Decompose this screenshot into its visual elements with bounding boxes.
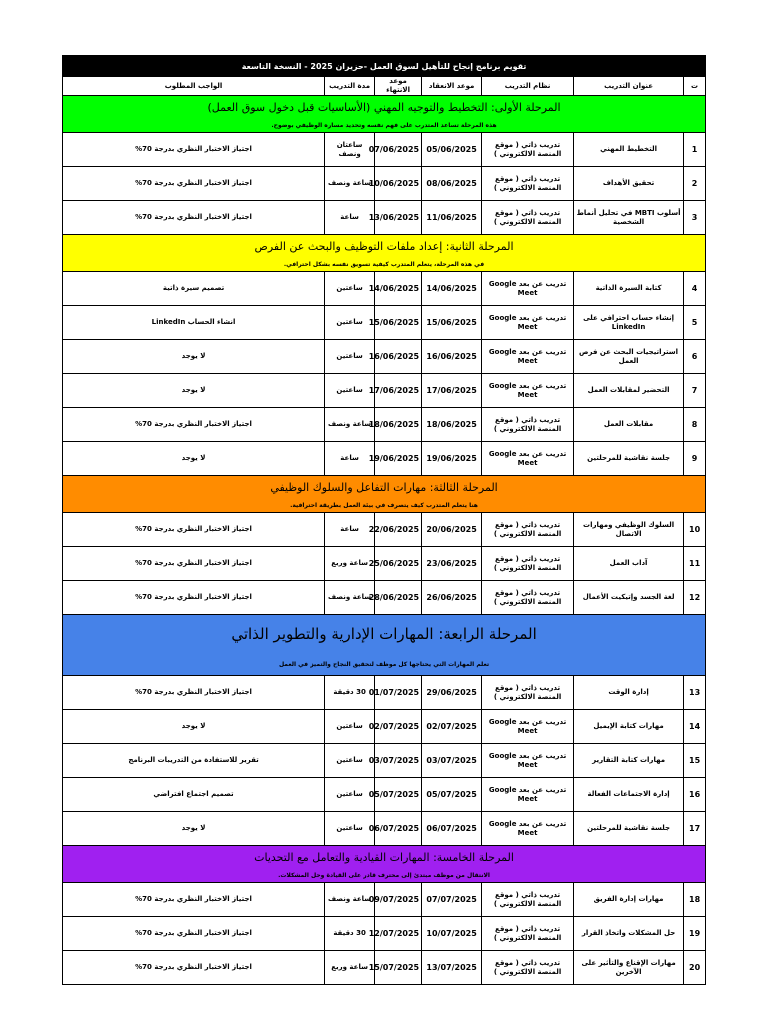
- training-mode: تدريب عن بعد Google Meet: [482, 744, 574, 778]
- duration: ساعة: [325, 442, 375, 476]
- row-number: 18: [684, 883, 706, 917]
- start-date: 16/06/2025: [422, 340, 482, 374]
- end-date: 16/06/2025: [375, 340, 422, 374]
- training-title: حل المشكلات واتخاذ القرار: [574, 917, 684, 951]
- training-title: أسلوب MBTI في تحليل أنماط الشخصية: [574, 201, 684, 235]
- title-row: [63, 56, 706, 77]
- header-required-task: الواجب المطلوب: [63, 77, 325, 96]
- phase-description-row: [63, 868, 706, 883]
- row-number: 8: [684, 408, 706, 442]
- training-mode: تدريب ذاتي ( موقع المنصة الالكتروني ): [482, 917, 574, 951]
- row-number: 20: [684, 951, 706, 985]
- phase-title: المرحلة الخامسة: المهارات القيادية والتعامل مع التحديات: [63, 846, 706, 869]
- start-date: 14/06/2025: [422, 272, 482, 306]
- row-number: 13: [684, 676, 706, 710]
- training-title: مهارات كتابة التقارير: [574, 744, 684, 778]
- table-row: [63, 710, 706, 744]
- table-row: [63, 408, 706, 442]
- training-title: جلسة نقاشية للمرحلتين: [574, 442, 684, 476]
- phase-title-row: [63, 235, 706, 258]
- row-number: 16: [684, 778, 706, 812]
- row-number: 6: [684, 340, 706, 374]
- duration: ساعة: [325, 513, 375, 547]
- table-row: [63, 883, 706, 917]
- schedule-sheet: [62, 55, 705, 985]
- training-title: إدارة الوقت: [574, 676, 684, 710]
- required-task: اجتياز الاختبار النظري بدرجة 70%: [63, 951, 325, 985]
- training-mode: تدريب عن بعد Google Meet: [482, 812, 574, 846]
- table-row: [63, 442, 706, 476]
- duration: ساعتين: [325, 306, 375, 340]
- end-date: 19/06/2025: [375, 442, 422, 476]
- phase-title: المرحلة الثالثة: مهارات التفاعل والسلوك الوظيفي: [63, 476, 706, 499]
- duration: ساعة: [325, 201, 375, 235]
- start-date: 18/06/2025: [422, 408, 482, 442]
- training-mode: تدريب ذاتي ( موقع المنصة الالكتروني ): [482, 167, 574, 201]
- document-title: تقويم برنامج إنجاح للتأهيل لسوق العمل -حزيران 2025 - النسخة التاسعة: [63, 56, 706, 77]
- schedule-table: [62, 55, 706, 985]
- table-row: [63, 917, 706, 951]
- duration: ساعة وربع: [325, 951, 375, 985]
- row-number: 3: [684, 201, 706, 235]
- duration: 30 دقيقة: [325, 917, 375, 951]
- phase-description: في هذه المرحلة، يتعلم المتدرب كيفية تسويق نفسه بشكل احترافي.: [63, 257, 706, 272]
- row-number: 11: [684, 547, 706, 581]
- duration: ساعة ونصف: [325, 883, 375, 917]
- start-date: 05/07/2025: [422, 778, 482, 812]
- start-date: 26/06/2025: [422, 581, 482, 615]
- header-start-date: موعد الانعقاد: [422, 77, 482, 96]
- required-task: اجتياز الاختبار النظري بدرجة 70%: [63, 883, 325, 917]
- start-date: 29/06/2025: [422, 676, 482, 710]
- duration: ساعتين: [325, 710, 375, 744]
- end-date: 22/06/2025: [375, 513, 422, 547]
- training-mode: تدريب ذاتي ( موقع المنصة الالكتروني ): [482, 201, 574, 235]
- duration: ساعة ونصف: [325, 581, 375, 615]
- table-row: [63, 547, 706, 581]
- table-row: [63, 306, 706, 340]
- duration: ساعة وربع: [325, 547, 375, 581]
- required-task: اجتياز الاختبار النظري بدرجة 70%: [63, 133, 325, 167]
- duration: ساعتين: [325, 778, 375, 812]
- table-row: [63, 340, 706, 374]
- training-mode: تدريب عن بعد Google Meet: [482, 778, 574, 812]
- phase-description-row: [63, 498, 706, 513]
- phase-description-row: [63, 118, 706, 133]
- phase-description-row: [63, 257, 706, 272]
- start-date: 15/06/2025: [422, 306, 482, 340]
- training-mode: تدريب ذاتي ( موقع المنصة الالكتروني ): [482, 133, 574, 167]
- table-row: [63, 951, 706, 985]
- header-number: ت: [684, 77, 706, 96]
- duration: 30 دقيقة: [325, 676, 375, 710]
- training-title: مهارات إدارة الفريق: [574, 883, 684, 917]
- header-end-date: موعد الانتهاء: [375, 77, 422, 96]
- schedule-body: [63, 56, 706, 985]
- row-number: 5: [684, 306, 706, 340]
- phase-title-row: [63, 615, 706, 654]
- row-number: 4: [684, 272, 706, 306]
- required-task: لا يوجد: [63, 442, 325, 476]
- row-number: 7: [684, 374, 706, 408]
- phase-description-row: [63, 653, 706, 676]
- start-date: 17/06/2025: [422, 374, 482, 408]
- required-task: لا يوجد: [63, 812, 325, 846]
- start-date: 07/07/2025: [422, 883, 482, 917]
- required-task: اجتياز الاختبار النظري بدرجة 70%: [63, 676, 325, 710]
- training-mode: تدريب عن بعد Google Meet: [482, 272, 574, 306]
- phase-description: الانتقال من موظف مبتدئ إلى محترف قادر على القيادة وحل المشكلات.: [63, 868, 706, 883]
- required-task: تصميم سيرة ذاتية: [63, 272, 325, 306]
- duration: ساعتين: [325, 374, 375, 408]
- start-date: 10/07/2025: [422, 917, 482, 951]
- duration: ساعة ونصف: [325, 167, 375, 201]
- start-date: 11/06/2025: [422, 201, 482, 235]
- training-mode: تدريب ذاتي ( موقع المنصة الالكتروني ): [482, 676, 574, 710]
- training-title: استراتيجيات البحث عن فرص العمل: [574, 340, 684, 374]
- training-mode: تدريب عن بعد Google Meet: [482, 340, 574, 374]
- start-date: 05/06/2025: [422, 133, 482, 167]
- start-date: 19/06/2025: [422, 442, 482, 476]
- phase-description: هذه المرحلة تساعد المتدرب على فهم نفسه وتحديد مساره الوظيفي بوضوح.: [63, 118, 706, 133]
- duration: ساعتان ونصف: [325, 133, 375, 167]
- table-row: [63, 133, 706, 167]
- table-row: [63, 744, 706, 778]
- phase-description: تعلم المهارات التي يحتاجها كل موظف لتحقيق النجاح والتميز في العمل: [63, 653, 706, 676]
- row-number: 15: [684, 744, 706, 778]
- end-date: 15/06/2025: [375, 306, 422, 340]
- required-task: اجتياز الاختبار النظري بدرجة 70%: [63, 167, 325, 201]
- table-row: [63, 374, 706, 408]
- duration: ساعتين: [325, 340, 375, 374]
- required-task: لا يوجد: [63, 340, 325, 374]
- required-task: اجتياز الاختبار النظري بدرجة 70%: [63, 917, 325, 951]
- training-title: مقابلات العمل: [574, 408, 684, 442]
- end-date: 14/06/2025: [375, 272, 422, 306]
- end-date: 25/06/2025: [375, 547, 422, 581]
- training-title: تحقيق الأهداف: [574, 167, 684, 201]
- training-title: مهارات الإقناع والتأثير على الآخرين: [574, 951, 684, 985]
- table-row: [63, 676, 706, 710]
- header-duration: مدة التدريب: [325, 77, 375, 96]
- end-date: 17/06/2025: [375, 374, 422, 408]
- start-date: 13/07/2025: [422, 951, 482, 985]
- end-date: 07/06/2025: [375, 133, 422, 167]
- header-training-mode: نظام التدريب: [482, 77, 574, 96]
- required-task: لا يوجد: [63, 710, 325, 744]
- training-mode: تدريب ذاتي ( موقع المنصة الالكتروني ): [482, 408, 574, 442]
- phase-title: المرحلة الرابعة: المهارات الإدارية والتطوير الذاتي: [63, 615, 706, 654]
- start-date: 02/07/2025: [422, 710, 482, 744]
- duration: ساعتين: [325, 744, 375, 778]
- header-training-title: عنوان التدريب: [574, 77, 684, 96]
- required-task: تقرير للاستفادة من التدريبات البرنامج: [63, 744, 325, 778]
- phase-title-row: [63, 96, 706, 119]
- training-mode: تدريب ذاتي ( موقع المنصة الالكتروني ): [482, 951, 574, 985]
- end-date: 13/06/2025: [375, 201, 422, 235]
- training-mode: تدريب ذاتي ( موقع المنصة الالكتروني ): [482, 581, 574, 615]
- start-date: 20/06/2025: [422, 513, 482, 547]
- start-date: 03/07/2025: [422, 744, 482, 778]
- training-mode: تدريب عن بعد Google Meet: [482, 442, 574, 476]
- row-number: 2: [684, 167, 706, 201]
- training-mode: تدريب عن بعد Google Meet: [482, 306, 574, 340]
- table-row: [63, 201, 706, 235]
- row-number: 17: [684, 812, 706, 846]
- training-title: لغة الجسد وإتيكيت الأعمال: [574, 581, 684, 615]
- end-date: 06/07/2025: [375, 812, 422, 846]
- training-mode: تدريب عن بعد Google Meet: [482, 374, 574, 408]
- end-date: 09/07/2025: [375, 883, 422, 917]
- row-number: 19: [684, 917, 706, 951]
- duration: ساعتين: [325, 812, 375, 846]
- training-title: السلوك الوظيفي ومهارات الاتصال: [574, 513, 684, 547]
- training-mode: تدريب ذاتي ( موقع المنصة الالكتروني ): [482, 513, 574, 547]
- training-title: التحضير لمقابلات العمل: [574, 374, 684, 408]
- table-row: [63, 167, 706, 201]
- table-row: [63, 778, 706, 812]
- end-date: 28/06/2025: [375, 581, 422, 615]
- phase-title: المرحلة الأولى: التخطيط والتوجيه المهني (الأساسيات قبل دخول سوق العمل): [63, 96, 706, 119]
- table-row: [63, 513, 706, 547]
- required-task: اجتياز الاختبار النظري بدرجة 70%: [63, 513, 325, 547]
- end-date: 18/06/2025: [375, 408, 422, 442]
- training-title: كتابة السيرة الذاتية: [574, 272, 684, 306]
- phase-description: هنا يتعلم المتدرب كيف يتصرف في بيئة العمل بطريقة احترافية.: [63, 498, 706, 513]
- table-row: [63, 272, 706, 306]
- phase-title-row: [63, 476, 706, 499]
- header-row: [63, 77, 706, 96]
- required-task: تصميم اجتماع افتراضي: [63, 778, 325, 812]
- training-title: آداب العمل: [574, 547, 684, 581]
- duration: ساعة ونصف: [325, 408, 375, 442]
- end-date: 05/07/2025: [375, 778, 422, 812]
- row-number: 1: [684, 133, 706, 167]
- end-date: 15/07/2025: [375, 951, 422, 985]
- duration: ساعتين: [325, 272, 375, 306]
- start-date: 23/06/2025: [422, 547, 482, 581]
- start-date: 08/06/2025: [422, 167, 482, 201]
- table-row: [63, 812, 706, 846]
- training-title: جلسة نقاشية للمرحلتين: [574, 812, 684, 846]
- row-number: 9: [684, 442, 706, 476]
- required-task: اجتياز الاختبار النظري بدرجة 70%: [63, 581, 325, 615]
- required-task: اجتياز الاختبار النظري بدرجة 70%: [63, 408, 325, 442]
- required-task: اجتياز الاختبار النظري بدرجة 70%: [63, 201, 325, 235]
- row-number: 10: [684, 513, 706, 547]
- end-date: 12/07/2025: [375, 917, 422, 951]
- row-number: 14: [684, 710, 706, 744]
- end-date: 03/07/2025: [375, 744, 422, 778]
- phase-title-row: [63, 846, 706, 869]
- training-title: التخطيط المهني: [574, 133, 684, 167]
- start-date: 06/07/2025: [422, 812, 482, 846]
- table-row: [63, 581, 706, 615]
- training-mode: تدريب ذاتي ( موقع المنصة الالكتروني ): [482, 547, 574, 581]
- required-task: انشاء الحساب LinkedIn: [63, 306, 325, 340]
- training-mode: تدريب عن بعد Google Meet: [482, 710, 574, 744]
- training-title: مهارات كتابة الإيميل: [574, 710, 684, 744]
- end-date: 10/06/2025: [375, 167, 422, 201]
- training-title: إدارة الاجتماعات الفعالة: [574, 778, 684, 812]
- training-mode: تدريب ذاتي ( موقع المنصة الالكتروني ): [482, 883, 574, 917]
- required-task: لا يوجد: [63, 374, 325, 408]
- required-task: اجتياز الاختبار النظري بدرجة 70%: [63, 547, 325, 581]
- end-date: 02/07/2025: [375, 710, 422, 744]
- end-date: 01/07/2025: [375, 676, 422, 710]
- phase-title: المرحلة الثانية: إعداد ملفات التوظيف والبحث عن الفرص: [63, 235, 706, 258]
- row-number: 12: [684, 581, 706, 615]
- training-title: إنشاء حساب احترافي على LinkedIn: [574, 306, 684, 340]
